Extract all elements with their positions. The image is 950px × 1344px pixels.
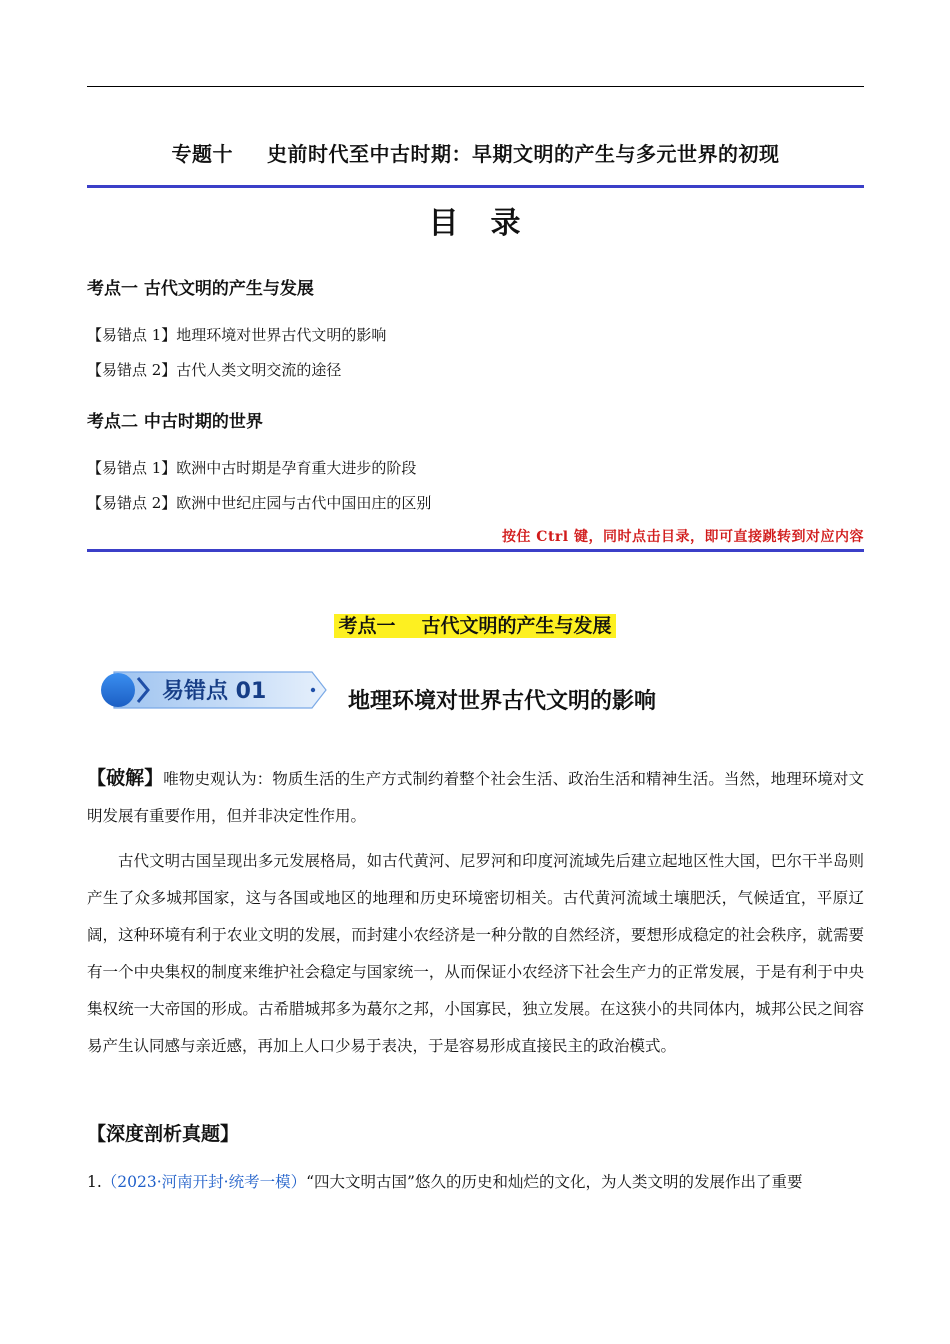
toc-item-1-1[interactable]: 【易错点 1】地理环境对世界古代文明的影响 bbox=[87, 326, 387, 344]
section-title bbox=[0, 611, 950, 638]
badge-text: 易错点 01 bbox=[162, 679, 267, 704]
question-text: “四大文明古国”悠久的历史和灿烂的文化，为人类文明的发展作出了重要 bbox=[306, 1173, 803, 1191]
top-rule bbox=[87, 86, 864, 87]
analysis-paragraph-2: 古代文明古国呈现出多元发展格局，如古代黄河、尼罗河和印度河流域先后建立起地区性大国，巴尔干半岛则产生了众多城邦国家，这与各国或地区的地理和历史环境密切相关。古代黄河流域土壤肥沃，气候适宜，平原辽阔，这种环境有利于农业文明的发展，而封建小农经济是一种分散的自然经济，要想形成稳定的社会秩序，就需要有一个中央集权的制度来维护社会稳定与国家统一，从而保证小农经济下社会生产力的正常发展，于是有利于中央集权统一大帝国的形成。古希腊城邦多为蕞尔之邦，小国寡民，独立发展。在这狭小的共同体内，城邦公民之间容易产生认同感与亲近感，再加上人口少易于表决，于是容易形成直接民主的政治模式。 bbox=[87, 852, 864, 1055]
section-label: 考点一 bbox=[338, 615, 396, 637]
toc-title: 目 录 bbox=[428, 206, 523, 241]
error-point-badge bbox=[98, 668, 330, 712]
badge-dot-icon bbox=[101, 673, 135, 707]
toc-section-1-heading[interactable]: 考点一 古代文明的产生与发展 bbox=[87, 279, 314, 299]
toc-item-2-2[interactable]: 【易错点 2】欧洲中世纪庄园与古代中国田庄的区别 bbox=[87, 494, 432, 512]
analysis-paragraph-1: 【破解】唯物史观认为：物质生活的生产方式制约着整个社会生活、政治生活和精神生活。当然，地理环境对文明发展有重要作用，但并非决定性作用。 bbox=[87, 767, 864, 825]
deep-analysis-heading: 【深度剖析真题】 bbox=[87, 1123, 240, 1145]
toc-item-1-2[interactable]: 【易错点 2】古代人类文明交流的途径 bbox=[87, 361, 342, 379]
question-number: 1. bbox=[87, 1173, 102, 1191]
toc-section-2-heading[interactable]: 考点二 中古时期的世界 bbox=[87, 412, 263, 432]
analysis-label: 【破解】 bbox=[87, 767, 164, 789]
section-name: 古代文明的产生与发展 bbox=[421, 615, 612, 637]
error-point-heading: 地理环境对世界古代文明的影响 bbox=[348, 689, 657, 714]
topic-title: 史前时代至中古时期：早期文明的产生与多元世界的初现 bbox=[267, 142, 780, 166]
topic-number: 专题十 bbox=[171, 142, 233, 166]
toc-navigation-hint: 按住 Ctrl 键，同时点击目录，即可直接跳转到对应内容 bbox=[501, 529, 864, 545]
toc-divider bbox=[87, 549, 864, 552]
question-1 bbox=[87, 1170, 864, 1192]
page-header-title bbox=[87, 138, 864, 167]
header-divider bbox=[87, 185, 864, 188]
toc-item-2-1[interactable]: 【易错点 1】欧洲中古时期是孕育重大进步的阶段 bbox=[87, 459, 417, 477]
question-source: （2023·河南开封·统考一模） bbox=[101, 1173, 307, 1191]
